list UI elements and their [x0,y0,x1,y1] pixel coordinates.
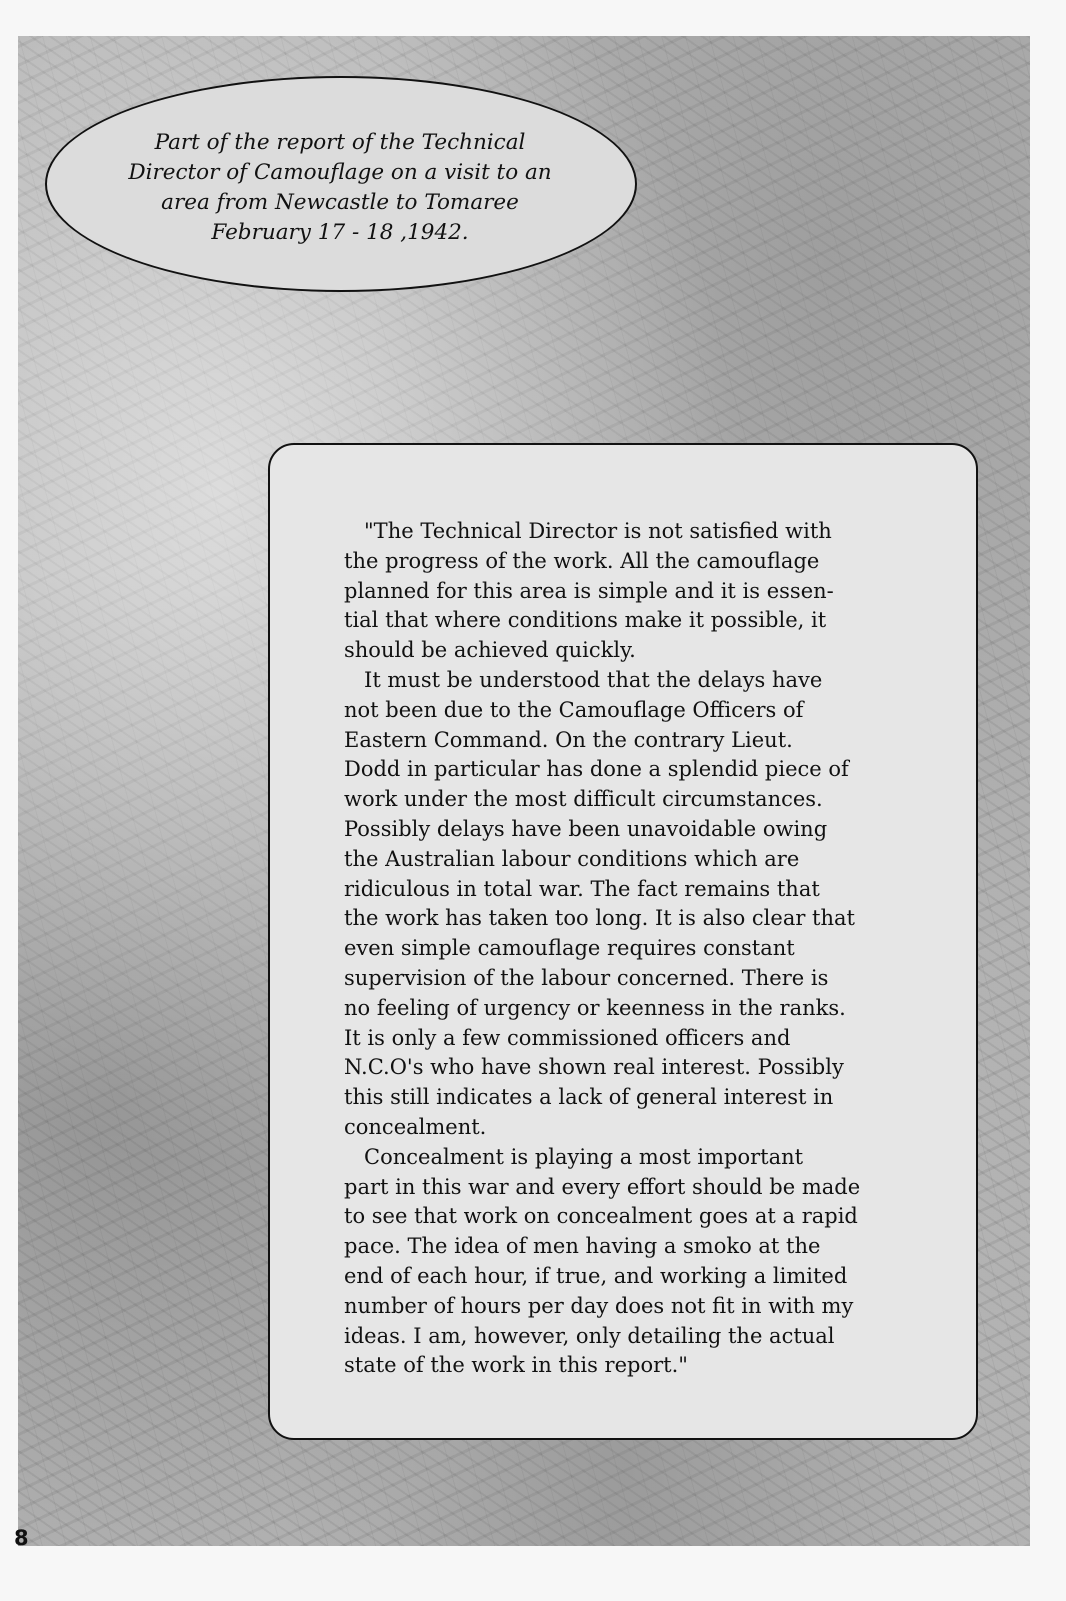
quote-line: state of the work in this report." [344,1353,688,1378]
quote-line: part in this war and every effort should be made [344,1174,861,1199]
quote-line: Possibly delays have been unavoidable owing [344,816,828,841]
quote-line: tial that where conditions make it possible, it [344,608,827,633]
quote-line: should be achieved quickly. [344,638,636,663]
quote-line: "The Technical Director is not satisfied with [344,519,832,543]
quote-line: pace. The idea of men having a smoko at the [344,1234,821,1259]
quote-line: planned for this area is simple and it is essen- [344,578,834,603]
quote-line: to see that work on concealment goes at a rapid [344,1204,858,1229]
quote-line: number of hours per day does not fit in with my [344,1293,854,1318]
caption-line: Director of Camouflage on a visit to an [128,160,552,185]
quote-line: ridiculous in total war. The fact remains that [344,876,820,901]
quote-line: Dodd in particular has done a splendid piece of [344,757,849,782]
quote-line: It is only a few commissioned officers and [344,1025,791,1050]
quote-line: N.C.O's who have shown real interest. Possibly [344,1055,844,1080]
quote-line: the work has taken too long. It is also clear that [344,906,855,931]
quote-line: Concealment is playing a most important [344,1144,804,1169]
caption-text [70,128,610,248]
quote-line: supervision of the labour concerned. There is [344,965,829,990]
quote-line: concealment. [344,1114,487,1139]
caption-line: Part of the report of the Technical [154,130,526,155]
quote-line: the progress of the work. All the camouflage [344,548,820,573]
quote-line: not been due to the Camouflage Officers of [344,697,804,722]
quote-line: even simple camouflage requires constant [344,936,795,961]
quote-line: the Australian labour conditions which are [344,846,800,871]
quote-line: work under the most difficult circumstances. [344,787,823,812]
quote-line: It must be understood that the delays have [344,667,823,692]
quote-line: end of each hour, if true, and working a limited [344,1263,848,1288]
page-number: 8 [14,1526,29,1550]
caption-line: area from Newcastle to Tomaree [161,190,519,215]
quote-line: no feeling of urgency or keenness in the ranks. [344,995,846,1020]
caption-line: February 17 - 18 ,1942. [211,220,469,245]
quote-line: ideas. I am, however, only detailing the actual [344,1323,835,1348]
quote-text [344,517,964,1381]
quote-line: Eastern Command. On the contrary Lieut. [344,727,793,752]
quote-line: this still indicates a lack of general interest in [344,1085,834,1110]
